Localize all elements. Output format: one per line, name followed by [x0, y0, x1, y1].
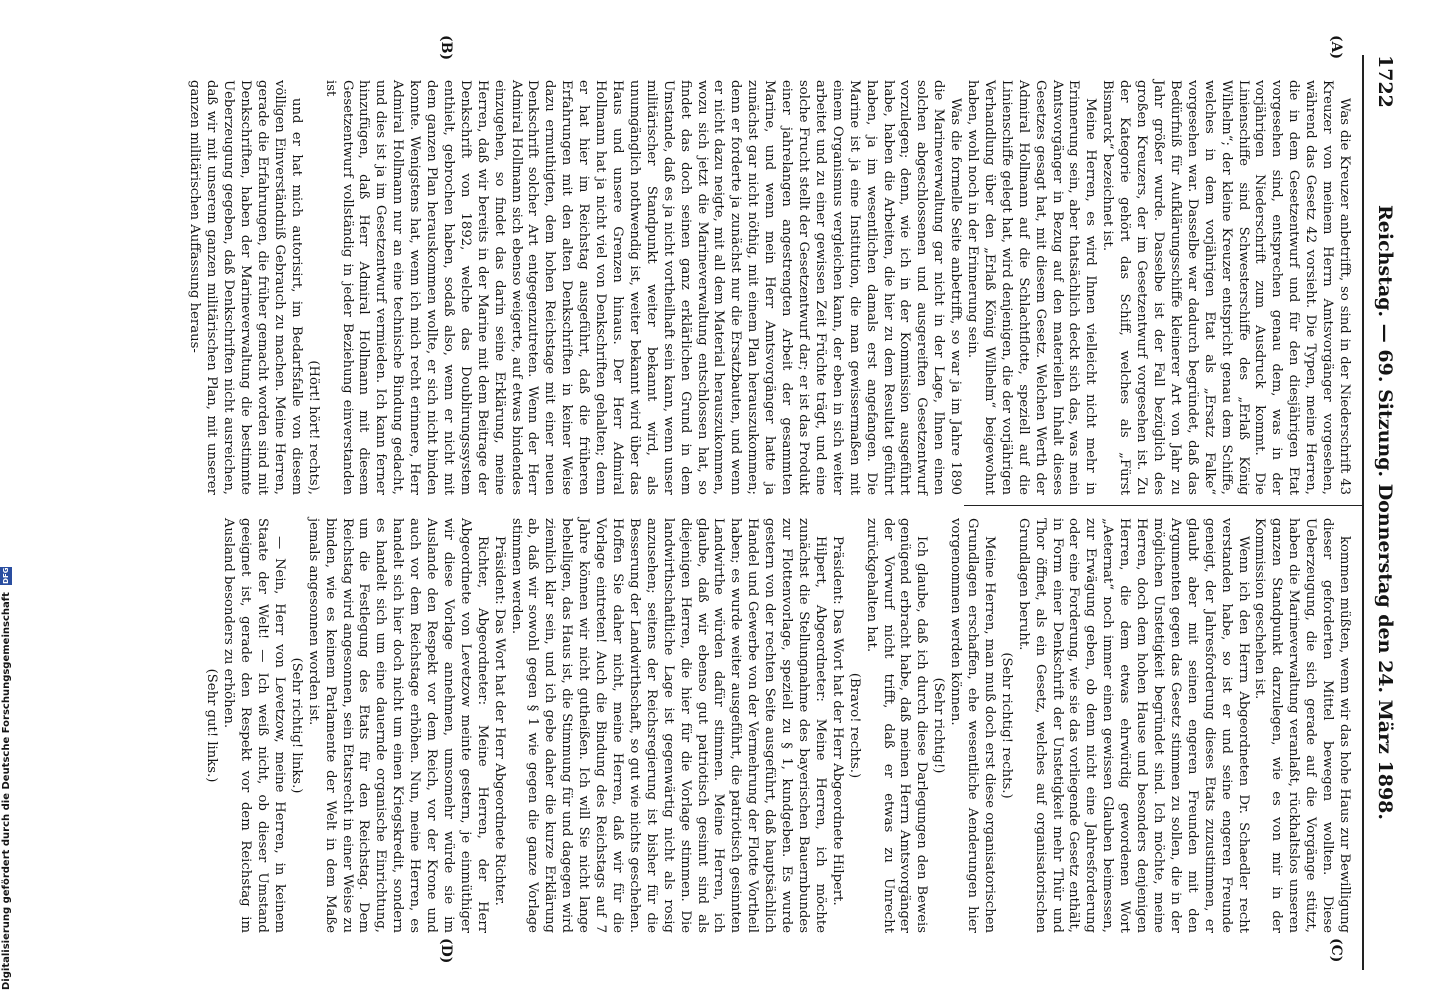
interjection: (Hört! hört! rechts),	[305, 360, 321, 495]
speaker-paragraph: Präsident: Das Wort hat der Herr Abgeordnete Richter.	[491, 536, 507, 906]
footer-band	[0, 0, 14, 1000]
speaker-paragraph: Präsident: Das Wort hat der Herr Abgeordnete Hilpert.	[829, 536, 845, 906]
paragraph: und er hat mich autorisirt, im Bedarfsfalle von diesem völligen Einverständniß Gebrauch zu machen. Meine Herren, gerade die Erfahrungen, die früher gemacht worden sind mit Denkschriften, haben der Marineverwaltung die bestimmte Ueberzeugung gegeben, daß Denkschriften nicht ausreichen, daß wir mit unserem ganzen militärischen Plan, mit unserer ganzen militärischen Auffassung heraus-	[187, 80, 304, 495]
speaker-paragraph: Richter, Abgeordneter: Meine Herren, der Herr Abgeordnete von Levetzow meinte gestern, je einmüthiger wir diese Vorlage annehmen, umsomehr würde sie im Auslande den Respekt vor dem Reich, vor der Krone und auch vor dem Reichstage erhöhen. Nun, meine Herren, es handelt sich hier doch nicht um einen Kriegskredit, sondern es handelt sich um eine dauernde organische Einrichtung, um die Festlegung des Etats für den Reichstag. Dem Reichstag wird angesonnen, sein Etatsrecht in einer Weise zu binden, wie es keinem Parlamente der Welt in dem Maße jemals angesonnen worden ist.	[305, 518, 490, 933]
page-title: Reichstag. — 69. Sitzung. Donnerstag den 24. März 1898.	[1374, 205, 1396, 820]
footer-text: Digitalisierung gefördert durch die Deutsche Forschungsgemeinschaft	[1, 592, 12, 990]
page-header	[1364, 55, 1404, 970]
margin-marker-d: (D)	[438, 938, 454, 964]
interjection: (Bravo! rechts.)	[846, 672, 862, 779]
margin-marker-b: (B)	[438, 35, 454, 61]
interjection: (Sehr richtig! rechts.)	[998, 652, 1014, 799]
right-column	[202, 518, 1352, 933]
dfg-logo-icon: DFG	[2, 567, 10, 584]
interjection: (Sehr richtig! links.)	[288, 657, 304, 794]
column-divider	[964, 505, 1364, 506]
paragraph: Meine Herren, es wird Ihnen vielleicht nicht mehr in Erinnerung sein, aber thatsächlich deckt sich das, was mein Amtsvorgänger in Bezug auf den materiellen Inhalt dieses Gesetzes gesagt hat, mit diesem Gesetz. Welchen Werth der Admiral Hollmann auf die Schlachtflotte, speziell auf die Linienschiffe gelegt hat, wird denjenigen, die der vorjährigen Verhandlung über den „Erlaß König Wilhelm“ beigewohnt haben, wohl noch in der Erinnerung sein.	[965, 80, 1099, 495]
paragraph: Ich glaube, daß ich durch diese Darlegungen den Beweis genügend erbracht habe, daß meinen Herrn Amtsvorgänger der Vorwurf nicht trifft, daß er etwas zu Unrecht zurückgehalten hat.	[863, 518, 930, 933]
margin-marker-c: (C)	[1328, 938, 1344, 963]
header-rule	[1362, 55, 1364, 970]
margin-marker-a: (A)	[1328, 35, 1344, 60]
paragraph: kommen müßten, wenn wir das hohe Haus zur Bewilligung dieser geforderten Mittel bewegen wollten. Diese Ueberzeugung, die sich gerade auf die Vorgänge stützt, haben die Marineverwaltung veranlaßt, rückhaltslos unseren ganzen Standpunkt darzulegen, wie es von mir in der Kommission geschehen ist.	[1252, 518, 1352, 933]
page-number: 1722	[1374, 55, 1396, 108]
paragraph: Was die Kreuzer anbetrifft, so sind in der Niederschrift 43 Kreuzer von meinem Herrn Amtsvorgänger vorgesehen, während das Gesetz 42 vorsieht. Die Typen, meine Herren, die in dem Gesetzentwurf und für den diesjährigen Etat vorgesehen sind, entsprechen genau dem, was in der vorjährigen Niederschrift zum Ausdruck kommt. Die Linienschiffe sind Schwesterschiffe des „Erlaß König Wilhelm“; der kleine Kreuzer entspricht genau dem Schiffe, welches in dem vorjährigen Etat als „Ersatz Falke“ vorgesehen war. Dasselbe war dadurch begründet, daß das Bedürfniß für Aufklärungsschiffe kleinerer Art von Jahr zu Jahr größer wurde. Dasselbe ist der Fall bezüglich des großen Kreuzers, der im Gesetzentwurf vorgesehen ist. Zu der Kategorie gehört das Schiff, welches als „Fürst Bismarck“ bezeichnet ist.	[1100, 80, 1352, 495]
paragraph: — Nein, Herr von Levetzow, meine Herren, in keinem Staate der Welt! — Ich weiß nicht, ob dieser Umstand geeignet ist, gerade den Respekt vor dem Reichstag im Ausland besonders zu erhöhen.	[221, 518, 287, 933]
interjection: (Sehr richtig!)	[931, 677, 947, 774]
footer-credit	[0, 0, 14, 1000]
paragraph: Wenn ich den Herrn Abgeordneten Dr. Schaedler recht verstanden habe, so ist er und seine engeren Freunde geneigt, der Jahresforderung dieses Etats zuzustimmen, er glaubt aber mit seinen engeren Freunden mit den Argumenten gegen das Gesetz stimmen zu sollen, die in der möglichen Unstetigkeit begründet sind. Ich möchte, meine Herren, doch dem hohen Hause und besonders denjenigen Herren, die dem etwas ehrwürdig gewordenen Wort „Aeternat“ noch immer einen gewissen Glauben beimessen, zur Erwägung geben, ob denn nicht eine Jahresforderung oder eine Forderung, wie sie das vorliegende Gesetz enthält, in Form einer Denkschrift der Unstetigkeit mehr Thür und Thor öffnet, als ein Gesetz, welches auf organisatorischen Grundlagen beruht.	[1015, 518, 1251, 933]
paragraph: Was die formelle Seite anbetrifft, so war ja im Jahre 1890 die Marineverwaltung gar nicht in der Lage, Ihnen einen solchen abgeschlossenen und ausgereiften Gesetzentwurf vorzulegen; denn, wie ich in der Kommission ausgeführt habe, haben die Arbeiten, die hier zu dem Resultat geführt haben, ja im wesentlichen damals erst angefangen. Die Marine ist ja eine Institution, die man gewissermaßen mit einem Organismus vergleichen kann, der eben in sich weiter arbeitet und zu einer gewissen Zeit Früchte trägt, und eine solche Frucht stellt der Gesetzentwurf dar; er ist das Produkt einer jahrelangen angestrengten Arbeit der gesammten Marine, und wenn mein Herr Amtsvorgänger hatte ja zunächst gar nicht nöthig, mit einem Plan herauszukommen; denn er forderte ja zunächst nur die Ersatzbauten, und wenn er nicht dazu neigte, mit all dem Material herauszukommen, wozu sich jetzt die Marineverwaltung entschlossen hat, so findet das doch seinen ganz erklärlichen Grund in dem Umstande, daß es ja nicht vortheilhaft sein kann, wenn unser militärischer Standpunkt weiter bekannt wird, als unumgänglich nothwendig ist, weiter bekannt wird über das Haus und unsere Grenzen hinaus. Der Herr Admiral Hollmann hat ja nicht viel von Denkschriften gehalten; denn er hat hier im Reichstag ausgeführt, daß die früheren Erfahrungen mit den alten Denkschriften in keiner Weise dazu ermuthigten, dem hohen Reichstage mit einer neuen Denkschrift solcher Art entgegenzutreten. Wenn der Herr Admiral Hollmann sich ebenso weigerte, auf etwas bindendes einzugehen, so findet das darin seine Erklärung, meine Herren, daß wir bereits in der Marine mit dem Beitrage der Denkschrift von 1892, welche das Doublirungssystem enthielt, gebrochen haben, sodaß also, wenn er nicht mit dem ganzen Plan herauskommen wollte, er sich nicht binden konnte. Wenigstens hat, wenn ich mich recht erinnere, Herr Admiral Hollmann nur an eine technische Bindung gedacht, und dies ist ja im Gesetzentwurf vermieden. Ich kann ferner hinzufügen, daß Herr Admiral Hollmann mit diesem Gesetzentwurf vollständig in jeder Beziehung einverstanden ist	[322, 80, 964, 495]
speaker-paragraph: Hilpert, Abgeordneter: Meine Herren, ich möchte zunächst die Stellungnahme des bayerischen Bauernbundes zur Flottenvorlage, speziell zu § 1, kundgeben. Es wurde gestern von der rechten Seite ausgeführt, daß hauptsächlich Handel und Gewerbe von der Vermehrung der Flotte Vortheil haben; es wurde weiter ausgeführt, die patriotisch gesinnten Landwirthe würden dafür stimmen. Meine Herren, ich glaube, daß wir ebenso gut patriotisch gesinnt sind als diejenigen Herren, die hier für die Vorlage stimmen. Die landwirthschaftliche Lage ist gegenwärtig nicht als rosig anzusehen; seitens der Reichsregierung ist bisher für die Besserung der Landwirthschaft, so gut wie nichts geschehen. Hoffen Sie daher nicht, meine Herren, daß wir für die Vorlage eintreten! Auch die Bindung des Reichstags auf 7 Jahre können wir nicht gutheißen. Ich will Sie nicht lange behelligen, das Haus ist, die Stimmung für und dagegen wird ziemlich klar sein, und ich gebe daher die kurze Erklärung ab, daß wir sowohl gegen § 1 wie gegen die ganze Vorlage stimmen werden.	[508, 518, 828, 933]
paragraph: Meine Herren, man muß doch erst diese organisatorischen Grundlagen erschaffen, ehe wesentliche Aenderungen hier vorgenommen werden können.	[948, 518, 997, 933]
left-column	[185, 80, 1352, 495]
interjection: (Sehr gut! links.)	[204, 668, 220, 783]
